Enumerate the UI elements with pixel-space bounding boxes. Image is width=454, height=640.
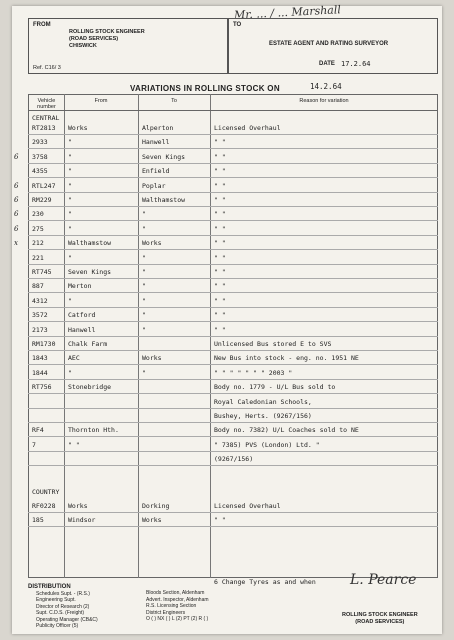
cell-from: Works xyxy=(68,124,88,132)
distribution-title: DISTRIBUTION xyxy=(28,584,71,590)
cell-to: Works xyxy=(142,239,162,248)
section-country: COUNTRY xyxy=(32,488,60,496)
row-rule xyxy=(28,148,438,149)
cell-reason: " " xyxy=(214,268,226,276)
row-rule xyxy=(28,292,438,293)
date-value: 17.2.64 xyxy=(341,60,371,68)
row-rule xyxy=(28,192,438,193)
cell-to: " xyxy=(142,253,146,262)
cell-from: Catford xyxy=(68,311,96,320)
cell-reason: " " xyxy=(214,181,226,190)
cell-vehicle: RT2813 xyxy=(32,124,56,132)
cell-reason: " " xyxy=(214,239,226,248)
cell-vehicle: 1843 xyxy=(32,354,48,363)
cell-reason: " " xyxy=(214,152,226,161)
cell-vehicle: RF4 xyxy=(32,426,44,435)
cell-to: " xyxy=(142,210,146,219)
cell-to: " xyxy=(142,282,146,291)
cell-from: " " xyxy=(68,440,80,449)
header-rule xyxy=(28,110,438,111)
cell-reason: " " xyxy=(214,167,226,176)
cell-to: " xyxy=(142,368,146,377)
cell-reason: " " " " " " " 2003 " xyxy=(214,368,293,377)
cell-reason: Body no. 1779 - U/L Bus sold to xyxy=(214,383,336,392)
document-sheet xyxy=(12,3,442,634)
row-rule xyxy=(28,206,438,207)
margin-mark: 6 xyxy=(14,152,19,161)
date-label: DATE xyxy=(319,61,335,67)
margin-mark: 6 xyxy=(14,224,19,233)
cell-to: " xyxy=(142,296,146,305)
footer-right-line: (ROAD SERVICES) xyxy=(355,619,405,625)
cell-reason: " " xyxy=(214,224,226,233)
cell-to: Seven Kings xyxy=(142,152,186,161)
row-rule xyxy=(28,393,438,394)
cell-to: Poplar xyxy=(142,181,166,190)
cell-reason: (9267/156) xyxy=(214,455,254,464)
margin-mark: x xyxy=(14,239,18,248)
cell-from: Chalk Farm xyxy=(68,340,108,348)
section-central: CENTRAL xyxy=(32,114,60,122)
cell-from: " xyxy=(68,210,72,219)
to-label: TO xyxy=(233,22,242,28)
row-rule xyxy=(28,379,438,380)
cell-from: Seven Kings xyxy=(68,268,112,276)
from-line-2: (ROAD SERVICES) xyxy=(69,36,119,42)
distribution-line: R.S. Licensing Section xyxy=(146,603,197,609)
cell-to: " xyxy=(142,325,146,334)
distribution-list xyxy=(28,584,98,630)
cell-from: Thornton Hth. xyxy=(68,426,119,435)
row-rule xyxy=(28,163,438,164)
cell-reason: " " xyxy=(214,253,226,262)
cell-from: AEC xyxy=(68,354,80,363)
row-rule xyxy=(28,235,438,236)
signature: L. Pearce xyxy=(350,572,417,588)
cell-reason: " " xyxy=(214,296,226,305)
from-lines xyxy=(69,29,145,50)
cell-reason: Royal Caledonian Schools, xyxy=(214,397,312,406)
distribution-line: Operating Manager (CB&C) xyxy=(36,616,98,623)
row-rule xyxy=(28,364,438,365)
cell-to: Works xyxy=(142,516,162,524)
cell-to: Walthamstow xyxy=(142,196,186,204)
cell-reason: " " xyxy=(214,196,226,204)
cell-from: " xyxy=(68,196,72,204)
distribution-line: Supt. C.D.S. (Freight) xyxy=(36,610,85,616)
cell-vehicle: RM229 xyxy=(32,196,52,204)
to-box xyxy=(228,18,438,74)
cell-reason: Unlicensed Bus stored E to SVS xyxy=(214,340,332,348)
cell-reason: " " xyxy=(214,516,226,524)
cell-to: " xyxy=(142,224,146,233)
cell-reason: Body no. 7382) U/L Coaches sold to NE xyxy=(214,426,359,435)
distribution-line: Director of Research (2) xyxy=(36,603,90,610)
cell-to: " xyxy=(142,311,146,320)
cell-from: " xyxy=(68,296,72,305)
cell-reason: New Bus into stock - eng. no. 1951 NE xyxy=(214,354,359,363)
cell-vehicle: RF0228 xyxy=(32,502,56,510)
cell-reason: Licensed Overhaul xyxy=(214,124,281,132)
row-rule xyxy=(28,278,438,279)
cell-reason: " " xyxy=(214,325,226,334)
col-header-reason: Reason for variation xyxy=(299,98,349,104)
cell-from: Works xyxy=(68,502,88,510)
from-label: FROM xyxy=(33,22,51,28)
cell-vehicle: 7 xyxy=(32,440,36,449)
row-rule xyxy=(28,408,438,409)
margin-mark: 6 xyxy=(14,210,19,219)
distribution-line: Engineering Supt. xyxy=(36,597,76,603)
cell-to: Dorking xyxy=(142,502,170,510)
row-rule xyxy=(28,350,438,351)
row-rule xyxy=(28,321,438,322)
cell-reason: Bushey, Herts. (9267/156) xyxy=(214,412,312,420)
cell-vehicle: 230 xyxy=(32,210,44,219)
footer-signature-block xyxy=(342,612,418,626)
handwritten-note: Mr. ... / ... Marshall xyxy=(233,3,342,22)
row-rule xyxy=(28,336,438,337)
cell-vehicle: 2933 xyxy=(32,138,48,147)
row-rule xyxy=(28,451,438,452)
cell-to: Works xyxy=(142,354,162,363)
cell-to: Hanwell xyxy=(142,138,170,147)
margin-mark: 6 xyxy=(14,196,19,204)
cell-from: " xyxy=(68,253,72,262)
cell-to: " xyxy=(142,268,146,276)
cell-from: Stonebridge xyxy=(68,383,112,392)
cell-vehicle: 887 xyxy=(32,282,44,291)
cell-to: Alperton xyxy=(142,124,174,132)
distribution-line: Schedules Supt. - (R.S.) xyxy=(36,590,90,597)
row-rule xyxy=(28,422,438,423)
distribution-line: Bloods Section, Aldenham xyxy=(146,590,205,596)
cell-vehicle: 2173 xyxy=(32,325,48,334)
row-rule xyxy=(28,465,438,466)
cell-vehicle: RT745 xyxy=(32,268,52,276)
row-rule xyxy=(28,264,438,265)
cell-reason: Licensed Overhaul xyxy=(214,502,281,510)
cell-vehicle: 185 xyxy=(32,516,44,524)
cell-from: " xyxy=(68,224,72,233)
row-rule xyxy=(28,177,438,178)
cell-vehicle: RTL247 xyxy=(32,181,56,190)
cell-reason: " " xyxy=(214,282,226,291)
cell-reason: " " xyxy=(214,210,226,219)
cell-vehicle: RT756 xyxy=(32,383,52,392)
cell-vehicle: 212 xyxy=(32,239,44,248)
cell-vehicle: 221 xyxy=(32,253,44,262)
cell-from: " xyxy=(68,368,72,377)
cell-from: " xyxy=(68,138,72,147)
cell-vehicle: RM1730 xyxy=(32,340,56,348)
row-rule xyxy=(28,220,438,221)
from-line-1: ROLLING STOCK ENGINEER xyxy=(69,29,145,35)
cell-reason: " " xyxy=(214,138,226,147)
cell-from: " xyxy=(68,167,72,176)
reference: Ref. C16/ 3 xyxy=(33,65,61,71)
to-recipient: ESTATE AGENT AND RATING SURVEYOR xyxy=(269,41,389,47)
cell-from: Windsor xyxy=(68,516,96,524)
cell-vehicle: 4355 xyxy=(32,167,48,176)
cell-reason: " " xyxy=(214,311,226,320)
cell-vehicle: 4312 xyxy=(32,296,48,305)
cell-from: Hanwell xyxy=(68,325,96,334)
cell-from: Walthamstow xyxy=(68,239,112,248)
from-box xyxy=(28,18,228,74)
cell-vehicle: 275 xyxy=(32,224,44,233)
row-rule xyxy=(28,436,438,437)
cell-to: Enfield xyxy=(142,167,170,176)
row-rule xyxy=(28,526,438,527)
cell-from: " xyxy=(68,152,72,161)
cell-reason: " 7385) PVS (London) Ltd. " xyxy=(214,440,320,449)
distribution-line: District Engineers xyxy=(146,609,186,616)
row-rule xyxy=(28,134,438,135)
from-line-3: CHISWICK xyxy=(69,43,97,49)
row-rule xyxy=(28,249,438,250)
cell-from: " xyxy=(68,181,72,190)
col-header-to: To xyxy=(171,98,177,104)
cell-from: Merton xyxy=(68,282,92,291)
row-rule xyxy=(28,307,438,308)
row-rule xyxy=(28,512,438,513)
margin-mark: 6 xyxy=(14,181,19,190)
footer-right-line: ROLLING STOCK ENGINEER xyxy=(342,612,418,618)
distribution-line: Advert. Inspector, Aldenham xyxy=(146,596,209,603)
col-header-from: From xyxy=(94,98,108,104)
title-date: 14.2.64 xyxy=(310,82,342,91)
distribution-line: Publicity Officer (5) xyxy=(36,623,79,629)
distribution-line: O ( ) NX ( ) L (2) PT (2) R ( ) xyxy=(146,616,209,622)
cell-vehicle: 3758 xyxy=(32,152,48,161)
distribution-list-mid xyxy=(146,590,209,623)
cell-vehicle: 3572 xyxy=(32,311,48,320)
cell-vehicle: 1844 xyxy=(32,368,48,377)
page-title: VARIATIONS IN ROLLING STOCK ON xyxy=(130,84,280,93)
col-header-vehicle: Vehicle number xyxy=(37,98,56,110)
tyre-note: 6 Change Tyres as and when xyxy=(214,578,316,586)
